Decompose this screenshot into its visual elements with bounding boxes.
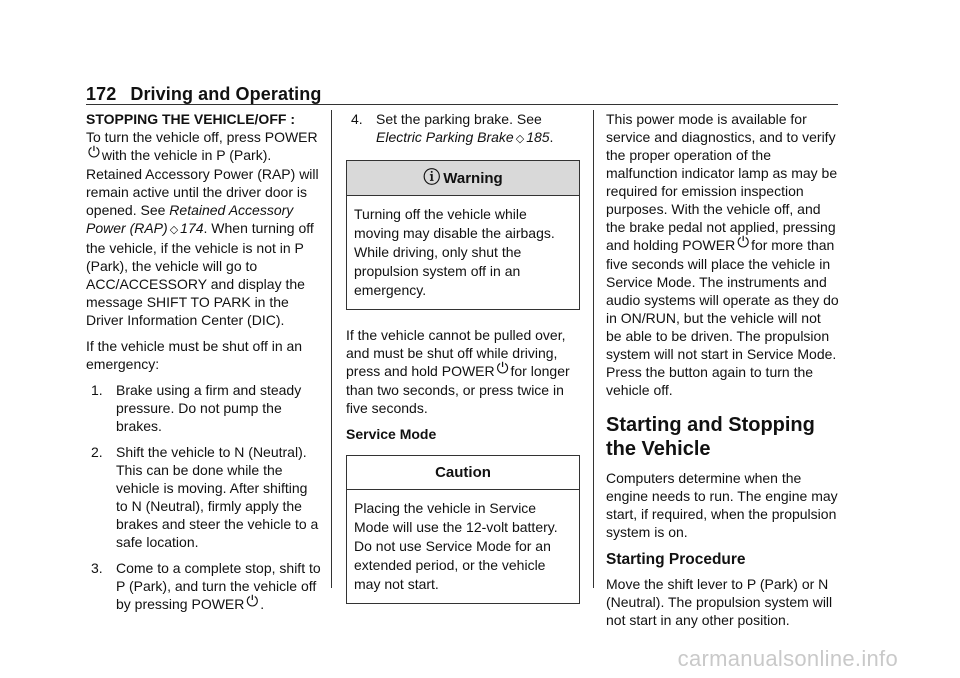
step-number: 4. bbox=[351, 111, 363, 127]
warning-title: Warning bbox=[443, 170, 503, 187]
list-item bbox=[86, 443, 322, 551]
warning-box bbox=[346, 160, 580, 310]
section-title: Driving and Operating bbox=[130, 84, 322, 104]
column-divider-1 bbox=[331, 110, 332, 588]
turn-off-paragraph: To turn the vehicle off, press POWER⏻ with the vehicle in P (Park). Retained Accessory Power (RAP) will remain active until the driver door is opened. See Retained Accessory Power (RAP) ◇ 174. When turning off the vehicle, if the vehicle is not in P (Park), the vehicle will go to ACC/ACCESSORY and display the message SHIFT TO PARK in the Driver Information Center (DIC). bbox=[86, 129, 319, 328]
step-text: Brake using a firm and steady pressure. Do not pump the brakes. bbox=[116, 382, 302, 434]
text-span: for more than five seconds will place the vehicle in Service Mode. The instruments and audio systems will operate as they do in ON/RUN, but the vehicle will not be able to be driven. The propulsion system will not start in Service Mode. Press the button again to turn the vehicle off. bbox=[606, 237, 839, 398]
step-text: Set the parking brake. See bbox=[376, 111, 542, 127]
text-span: When turning off the vehicle, if the vehicle is not in P (Park), the vehicle will go to ACC/ACCESSORY and display the message SHIFT TO PARK in the Driver Information Center (DIC). bbox=[86, 220, 314, 328]
list-item: 3. Come to a complete stop, shift to P (Park), and turn the vehicle off by pressing POWER ⏻ . bbox=[91, 560, 321, 612]
parking-brake-page-ref[interactable]: 185 bbox=[526, 129, 550, 145]
shutoff-driving-paragraph bbox=[346, 326, 580, 417]
column-divider-2 bbox=[593, 110, 594, 588]
step-text: Come to a complete stop, shift to P (Park), and turn the vehicle off by pressing POWER bbox=[116, 560, 321, 612]
power-icon: ⏻ bbox=[496, 360, 509, 377]
service-mode-heading: Service Mode bbox=[346, 426, 437, 442]
starting-procedure-heading: Starting Procedure bbox=[606, 551, 746, 568]
service-mode-paragraph bbox=[606, 110, 840, 399]
emergency-intro: If the vehicle must be shut off in an emergency: bbox=[86, 338, 303, 372]
shift-lever-paragraph: Move the shift lever to P (Park) or N (Neutral). The propulsion system will not start in any other position. bbox=[606, 576, 833, 628]
column-2 bbox=[346, 110, 580, 620]
header-rule bbox=[86, 104, 838, 105]
power-icon: ⏻ bbox=[246, 593, 259, 610]
step-number: 3. bbox=[91, 560, 103, 576]
column-3 bbox=[606, 110, 840, 637]
text-span: This power mode is available for service and diagnostics, and to verify the proper operation of the malfunction indicator lamp as may be required for emission inspection purposes. With the vehicle off, and the brake pedal not applied, pressing and holding POWER bbox=[606, 111, 838, 253]
starting-stopping-heading: Starting and Stopping the Vehicle bbox=[606, 414, 815, 460]
text-span: To turn the vehicle off, press POWER bbox=[86, 129, 318, 145]
page-ref-icon: ◇ bbox=[169, 224, 179, 236]
computers-paragraph: Computers determine when the engine needs to run. The engine may start, if required, when the propulsion system is on. bbox=[606, 470, 838, 540]
warning-icon: ⓘ bbox=[423, 168, 441, 187]
step-text: Shift the vehicle to N (Neutral). This can be done while the vehicle is moving. After shifting to N (Neutral), firmly apply the brakes and steer the vehicle to a safe location. bbox=[116, 444, 319, 550]
step-number: 2. bbox=[91, 444, 103, 460]
caution-body: Placing the vehicle in Service Mode will use the 12-volt battery. Do not use Service Mode for an extended period, or the vehicle may not start. bbox=[354, 500, 558, 592]
step-number: 1. bbox=[91, 382, 103, 398]
text-span: for longer than two seconds, or press twice in five seconds. bbox=[346, 363, 570, 416]
rap-link[interactable]: Retained Accessory Power (RAP) bbox=[86, 202, 294, 236]
stopping-heading: STOPPING THE VEHICLE/OFF : bbox=[86, 111, 295, 127]
page-ref-icon: ◇ bbox=[515, 133, 525, 145]
caution-box bbox=[346, 455, 580, 604]
warning-body: Turning off the vehicle while moving may disable the airbags. While driving, only shut the propulsion system off in an emergency. bbox=[354, 206, 555, 298]
power-icon: ⏻ bbox=[88, 144, 100, 161]
text-span: If the vehicle cannot be pulled over, and must be shut off while driving, press and hold POWER bbox=[346, 327, 566, 379]
power-icon: ⏻ bbox=[737, 234, 750, 251]
warning-header bbox=[347, 161, 579, 196]
parking-brake-link[interactable]: Electric Parking Brake bbox=[376, 129, 514, 145]
list-item bbox=[86, 381, 322, 435]
text-span: with the vehicle in P (Park). Retained Accessory Power (RAP) will remain active until the driver door is opened. See bbox=[86, 147, 319, 218]
emergency-steps bbox=[86, 381, 322, 614]
list-item: 4. Set the parking brake. See Electric Parking Brake ◇ 185. bbox=[351, 111, 554, 145]
rap-page-ref[interactable]: 174 bbox=[180, 220, 204, 236]
emergency-steps-continued bbox=[346, 110, 580, 148]
watermark: carmanualsonline.info bbox=[677, 646, 898, 671]
page-header bbox=[86, 84, 321, 105]
page-number: 172 bbox=[86, 84, 117, 104]
column-1 bbox=[86, 110, 322, 622]
caution-header: Caution bbox=[347, 456, 579, 490]
